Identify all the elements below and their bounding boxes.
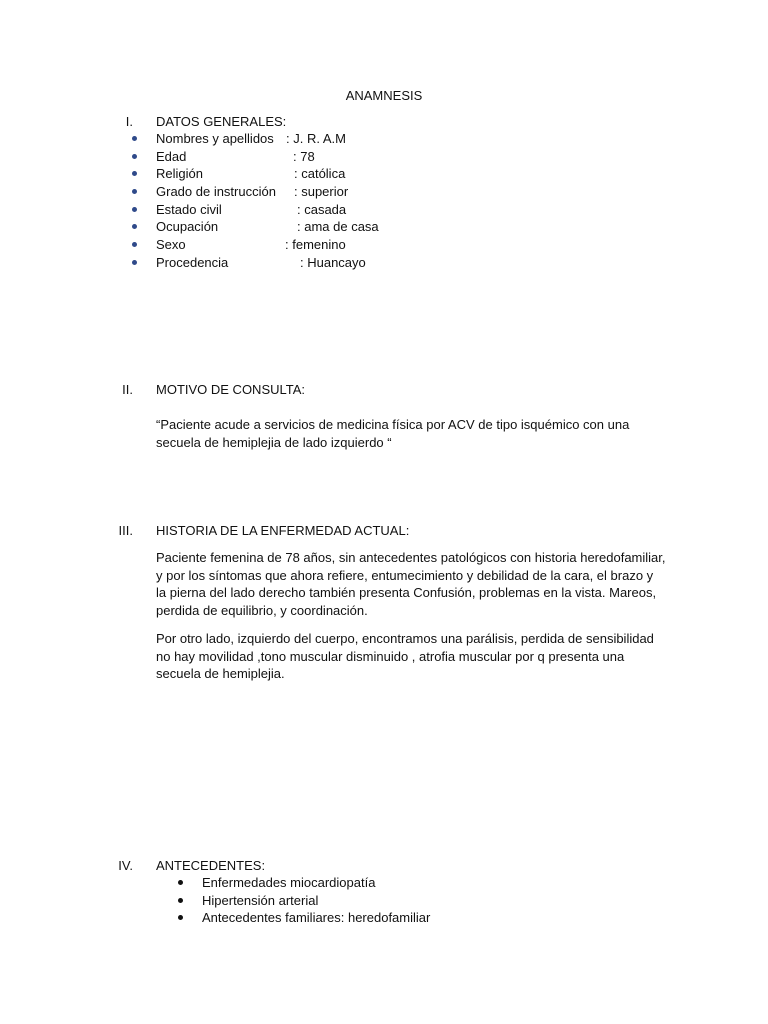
field-label-religion: Religión xyxy=(156,166,203,181)
field-value-ocupacion: : ama de casa xyxy=(297,219,379,234)
bullet-icon xyxy=(176,892,186,910)
field-label-grado: Grado de instrucción xyxy=(156,184,276,199)
field-label-sexo: Sexo xyxy=(156,237,186,252)
antecedent-item: Hipertensión arterial xyxy=(202,893,319,908)
section-1-number: I. xyxy=(125,114,133,129)
antecedent-item: Enfermedades miocardiopatía xyxy=(202,875,376,890)
field-value-religion: : católica xyxy=(294,166,346,181)
section-2-heading: MOTIVO DE CONSULTA: xyxy=(156,382,306,397)
field-label-edad: Edad xyxy=(156,149,187,164)
field-value-procedencia: : Huancayo xyxy=(300,255,366,270)
field-label-nombres: Nombres y apellidos xyxy=(156,131,274,146)
bullet-icon xyxy=(130,130,140,148)
illness-history-paragraph-1: Paciente femenina de 78 años, sin antecedentes patológicos con historia heredofamiliar, y por los síntomas que ahora refiere, entumecimiento y debilidad de la cara, el brazo y la pierna del lado derecho también presenta Confusión, problemas en la vista. Mareos, perdida de equilibrio, y coordinación. xyxy=(156,550,666,618)
section-4-heading: ANTECEDENTES: xyxy=(156,858,266,873)
field-value-grado: : superior xyxy=(294,184,349,199)
document-title: ANAMNESIS xyxy=(345,88,423,103)
bullet-icon xyxy=(130,236,140,254)
bullet-icon xyxy=(130,218,140,236)
bullet-icon xyxy=(176,909,186,927)
field-value-edad: : 78 xyxy=(293,149,315,164)
bullet-icon xyxy=(130,165,140,183)
illness-history-paragraph-2: Por otro lado, izquierdo del cuerpo, encontramos una parálisis, perdida de sensibilidad no hay movilidad ,tono muscular disminuido , atrofia muscular por q presenta una secuela de hemiplejia. xyxy=(156,631,654,681)
field-value-estado-civil: : casada xyxy=(297,202,347,217)
bullet-icon xyxy=(130,201,140,219)
field-label-ocupacion: Ocupación xyxy=(156,219,219,234)
field-value-nombres: : J. R. A.M xyxy=(286,131,346,146)
bullet-icon xyxy=(130,148,140,166)
bullet-icon xyxy=(130,183,140,201)
field-label-procedencia: Procedencia xyxy=(156,255,229,270)
consultation-reason-text: “Paciente acude a servicios de medicina física por ACV de tipo isquémico con una secuela de hemiplejia de lado izquierdo “ xyxy=(156,417,630,450)
section-1-heading: DATOS GENERALES: xyxy=(156,114,287,129)
section-3-heading: HISTORIA DE LA ENFERMEDAD ACTUAL: xyxy=(156,523,410,538)
section-4-number: IV. xyxy=(118,858,133,873)
section-3-number: III. xyxy=(118,523,133,538)
field-value-sexo: : femenino xyxy=(285,237,346,252)
bullet-icon xyxy=(176,874,186,892)
bullet-icon xyxy=(130,254,140,272)
field-label-estado-civil: Estado civil xyxy=(156,202,222,217)
antecedent-item: Antecedentes familiares: heredofamiliar xyxy=(202,910,431,925)
section-2-number: II. xyxy=(122,382,133,397)
